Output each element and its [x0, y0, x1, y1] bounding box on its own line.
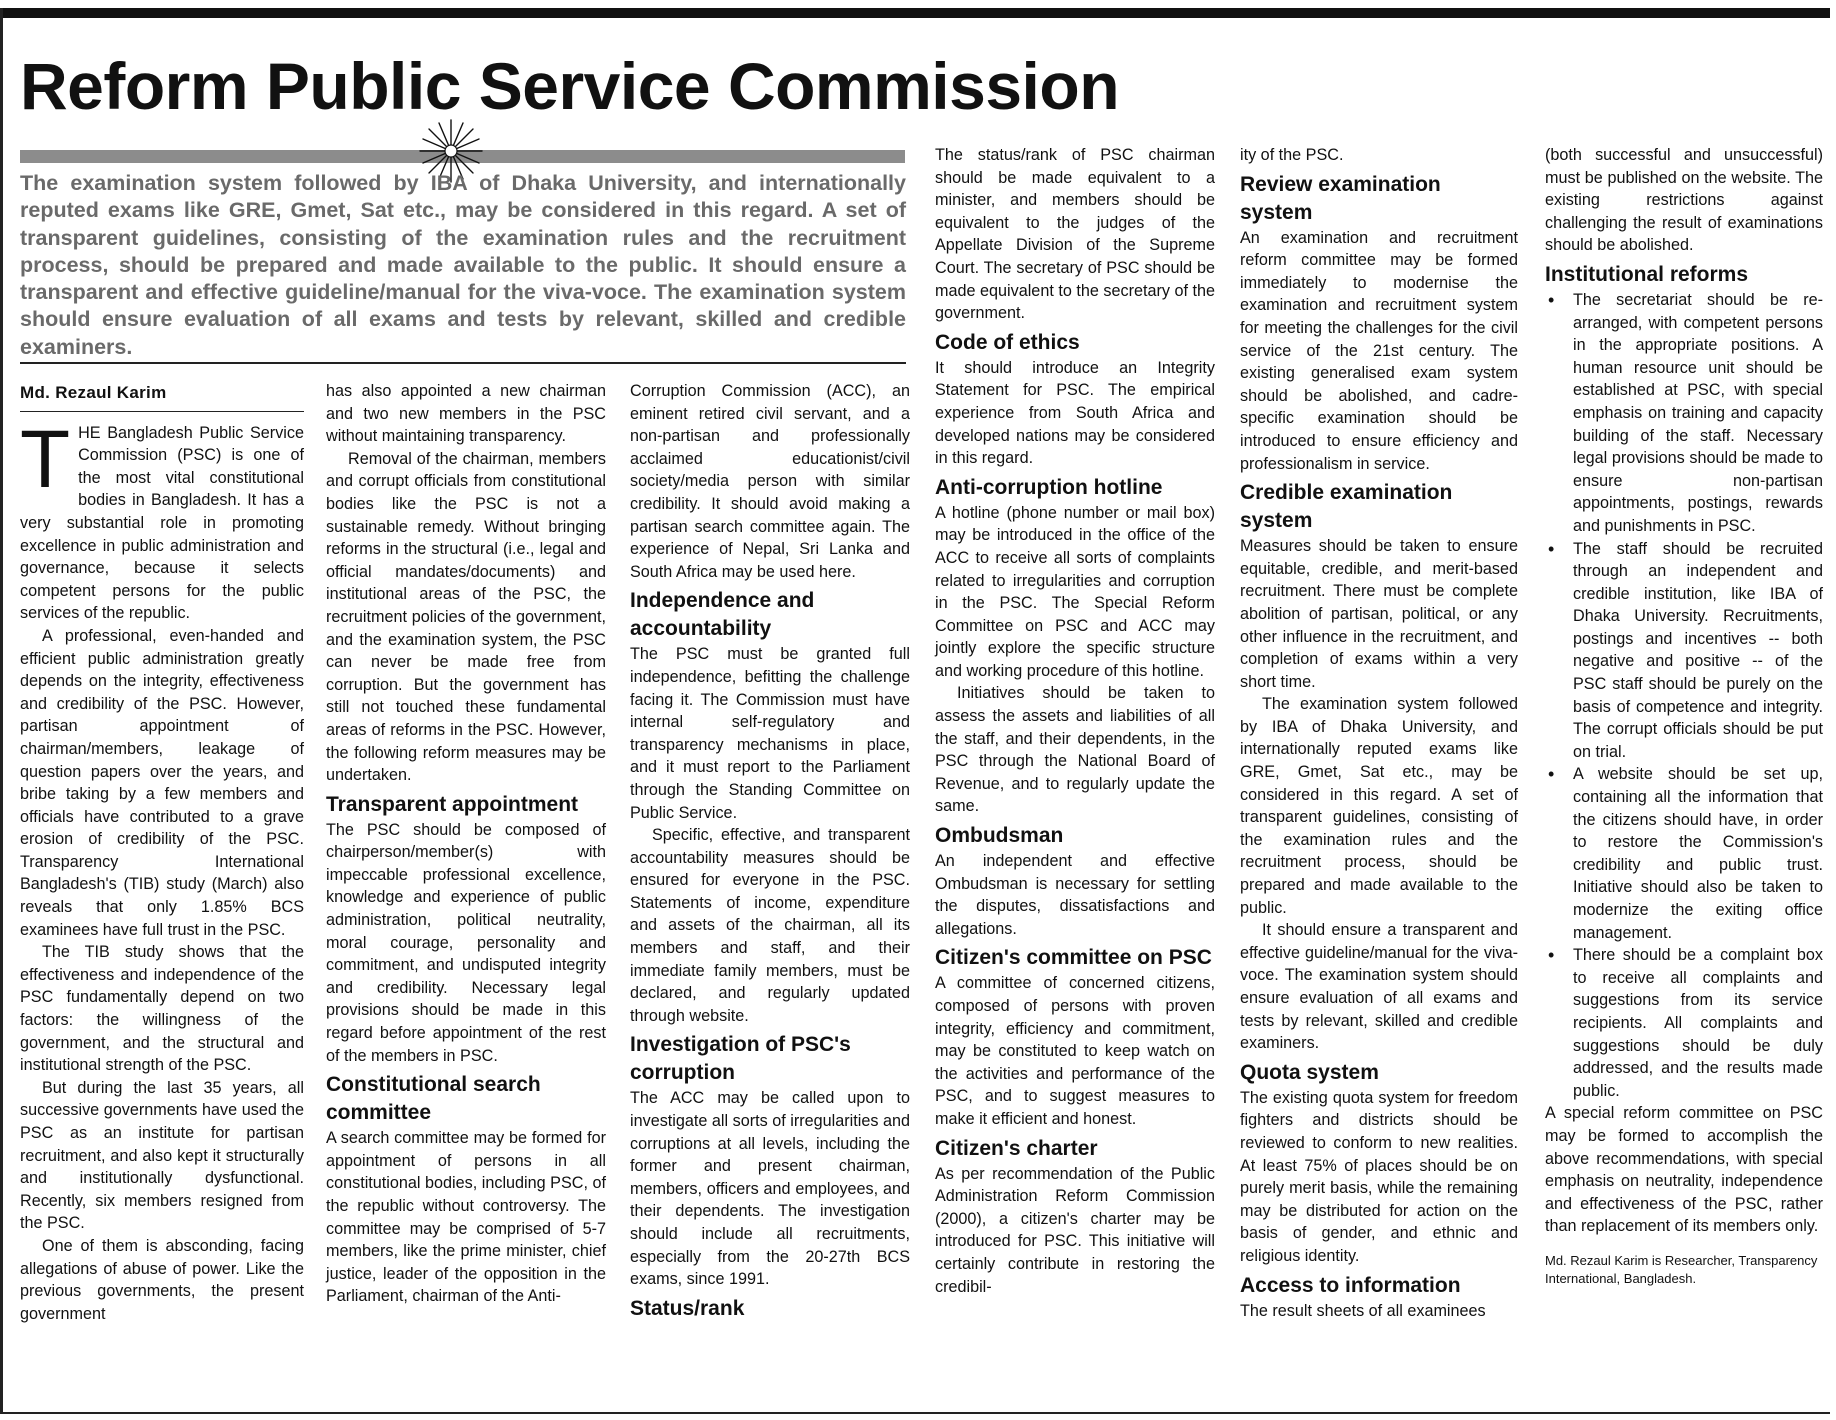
- paragraph: A search committee may be formed for appointment of persons in all constitutional bodies, including PSC, of the republic without controversy. The committee may be comprised of 5-7 members, like the prime minister, chief justice, leader of the opposition in the Parliament, chairman of the Anti-: [326, 1129, 606, 1306]
- paragraph: A professional, even-handed and efficient public administration greatly depends on the integrity, effectiveness and credibility of the PSC. However, partisan appointment of chairman/members, leakage of question papers over the years, and bribe taking by a few members and officials have contributed to a grave erosion of credibility of the PSC. Transparency International Bangladesh's (TIB) study (March) also reveals that only 1.85% BCS examinees have full trust in the PSC.: [20, 626, 304, 939]
- list-item: • There should be a complaint box to receive all complaints and suggestions from its service recipients. All complaints and suggestions should be duly addressed, and the results made public.: [1545, 944, 1823, 1102]
- paragraph: The result sheets of all examinees: [1240, 1301, 1486, 1320]
- paragraph: Specific, effective, and transparent accountability measures should be ensured for everyone in the PSC. Statements of income, expenditure and assets of the chairman, all its members and staff, and their immediate family members, must be declared, and regularly updated through website.: [630, 826, 910, 1025]
- paragraph: A hotline (phone number or mail box) may be introduced in the office of the ACC to receive all sorts of complaints related to irregularities and corruption in the PSC. The Special Reform Committee on PSC and ACC may jointly explore the specific structure and working procedure of this hotline.: [935, 503, 1215, 680]
- column-2: [326, 380, 606, 1308]
- paragraph: The status/rank of PSC chairman should be made equivalent to a minister, and members should be equivalent to the judges of the Appellate Division of the Supreme Court. The secretary of PSC should be made equivalent to the secretary of the government.: [935, 146, 1215, 323]
- section-heading: Review examination system: [1240, 172, 1441, 224]
- paragraph: has also appointed a new chairman and two new members in the PSC without maintaining transparency.: [326, 382, 606, 446]
- list-item: • The staff should be recruited through an independent and credible institution, like IBA of Dhaka University. Recruitments, postings and incentives -- both negative and positive -- of the PSC staff should be purely on the basis of competence and integrity. The corrupt officials should be put on trial.: [1545, 538, 1823, 764]
- paragraph: The ACC may be called upon to investigate all sorts of irregularities and corruptions at all levels, including the former and present chairman, members, officers and employees, and their dependents. The investigation should include all recruitments, especially from the 20-27th BCS exams, since 1991.: [630, 1089, 910, 1289]
- paragraph: The examination system followed by IBA of Dhaka University, and internationally reputed exams like GRE, Gmet, Sat etc., may be considered in this regard. A set of transparent guidelines, consisting of the examination rules and the recruitment process, should be prepared and made available to the public.: [1240, 695, 1518, 917]
- column-4: [935, 144, 1215, 1298]
- section-heading: Credible examination system: [1240, 481, 1453, 533]
- paragraph: An independent and effective Ombudsman is necessary for settling the disputes, dissatisfactions and allegations.: [935, 852, 1215, 938]
- paragraph: The PSC should be composed of chairperson/member(s) with impeccable professional excellence, knowledge and experience of public administration, political neutrality, moral courage, personality and commitment, and undisputed integrity and credibility. Necessary legal provisions should be made in this regard before appointment of the rest of the members in PSC.: [326, 820, 606, 1065]
- column-6: [1545, 144, 1823, 1288]
- paragraph: Removal of the chairman, members and corrupt officials from constitutional bodies like the PSC is not a sustainable remedy. Without bringing reforms in the structural (i.e., legal and official mandates/documents) and institutional areas of the PSC, the recruitment policies of the government, and the examination system, the PSC can never be made free from corruption. But the government has still not touched these fundamental areas of reforms in the PSC. However, the following reform measures may be undertaken.: [326, 449, 606, 785]
- paragraph: (both successful and unsuccessful) must be published on the website. The existing restrictions against challenging the result of examinations should be abolished.: [1545, 146, 1823, 255]
- top-rule: [0, 8, 1830, 18]
- byline: Md. Rezaul Karim: [20, 383, 167, 402]
- section-heading: Anti-corruption hotline: [935, 475, 1163, 499]
- paragraph: Corruption Commission (ACC), an eminent retired civil servant, and a non-partisan and professionally acclaimed educationist/civil society/media person with similar credibility. It should avoid making a partisan search committee again. The experience of Nepal, Sri Lanka and South Africa may be used here.: [630, 382, 910, 581]
- intro-rule: [20, 362, 906, 364]
- list-item: • The secretariat should be re-arranged, with competent persons in the appropriate positions. A human resource unit should be established at PSC, with special emphasis on training and capacity building of the staff. Necessary legal provisions should be made to ensure non-partisan appointments, postings, rewards and punishments in PSC.: [1545, 289, 1823, 538]
- paragraph: It should ensure a transparent and effective guideline/manual for the viva-voce. The examination system should ensure evaluation of all exams and tests by relevant, skilled and credible examiners.: [1240, 921, 1518, 1053]
- section-heading: Constitutional search committee: [326, 1073, 541, 1125]
- column-1: [20, 382, 304, 1325]
- section-heading: Ombudsman: [935, 824, 1064, 848]
- section-heading: Status/rank: [630, 1296, 745, 1320]
- section-heading: Citizen's charter: [935, 1136, 1098, 1160]
- paragraph: The PSC must be granted full independence, befitting the challenge facing it. The Commission must have internal self-regulatory and transparency mechanisms in place, and it must report to the Parliament through the Standing Committee on Public Service.: [630, 645, 910, 822]
- section-heading: Code of ethics: [935, 330, 1080, 354]
- paragraph: Initiatives should be taken to assess the assets and liabilities of all the staff, and their dependents, in the PSC through the National Board of Revenue, and to regularly update the same.: [935, 684, 1215, 816]
- paragraph: HE Bangladesh Public Service Commission (PSC) is one of the most vital constitutional bodies in Bangladesh. It has a very substantial role in promoting excellence in public administration and governance, because it selects competent persons for the public services of the republic.: [20, 423, 304, 623]
- paragraph: An examination and recruitment reform committee may be formed immediately to modernise the examination and recruitment system for meeting the challenges for the civil service of the 21st century. The existing generalised exam system should be abolished, and cadre-specific examination should be introduced to ensure efficiency and professionalism in service.: [1240, 228, 1518, 473]
- byline-rule: [20, 411, 304, 412]
- section-heading: Investigation of PSC's corruption: [630, 1033, 851, 1085]
- section-heading: Institutional reforms: [1545, 262, 1749, 286]
- section-heading: Citizen's committee on PSC: [935, 946, 1212, 970]
- paragraph: But during the last 35 years, all successive governments have used the PSC as an institute for partisan recruitment, and also kept it structurally and institutionally dysfunctional. Recently, six members resigned from the PSC.: [20, 1078, 304, 1233]
- paragraph: One of them is absconding, facing allegations of abuse of power. Like the previous governments, the present government: [20, 1236, 304, 1323]
- paragraph: Measures should be taken to ensure equitable, credible, and merit-based recruitment. There must be complete abolition of partisan, political, or any other influence in the recruitment, and completion of exams within a very short time.: [1240, 537, 1518, 691]
- reform-list: [1545, 289, 1823, 1102]
- left-rule: [0, 8, 3, 1414]
- paragraph: A special reform committee on PSC may be formed to accomplish the above recommendations, with special emphasis on neutrality, independence and effectiveness of the PSC, rather than replacement of its members only.: [1545, 1104, 1823, 1236]
- section-heading: Independence and accountability: [630, 589, 815, 641]
- section-heading: Access to information: [1240, 1273, 1461, 1297]
- column-3: [630, 380, 910, 1323]
- column-5: [1240, 144, 1518, 1322]
- headline: Reform Public Service Commission: [20, 49, 1120, 123]
- dropcap: T: [20, 413, 71, 505]
- bottom-rule: [0, 1412, 1830, 1414]
- paragraph: The TIB study shows that the effectiveness and independence of the PSC fundamentally depend on two factors: the willingness of the government, and the structural and institutional strength of the PSC.: [20, 943, 304, 1075]
- paragraph: ity of the PSC.: [1240, 146, 1344, 164]
- section-heading: Quota system: [1240, 1060, 1379, 1084]
- paragraph: A committee of concerned citizens, composed of persons with proven integrity, efficiency and commitment, may be constituted to keep watch on the activities and performance of the PSC, and to suggest measures to make it efficient and honest.: [935, 974, 1215, 1128]
- paragraph: The existing quota system for freedom fighters and districts should be reviewed to conform to new realities. At least 75% of places should be on purely merit basis, while the remaining may be distributed for action on the basis of gender, and ethnic and religious identity.: [1240, 1088, 1518, 1265]
- paragraph: As per recommendation of the Public Administration Reform Commission (2000), a citizen's charter may be introduced for PSC. This initiative will certainly contribute in restoring the credibil-: [935, 1164, 1215, 1296]
- author-footnote: Md. Rezaul Karim is Researcher, Transparency International, Bangladesh.: [1545, 1252, 1818, 1286]
- paragraph: It should introduce an Integrity Statement for PSC. The empirical experience from South Africa and developed nations may be considered in this regard.: [935, 358, 1215, 468]
- section-heading: Transparent appointment: [326, 792, 579, 816]
- list-item: • A website should be set up, containing all the information that the citizens should have, in order to restore the Commission's credibility and public trust. Initiative should also be taken to modernize the exiting office management.: [1545, 763, 1823, 944]
- intro-standfirst: The examination system followed by IBA of Dhaka University, and internationally reputed exams like GRE, Gmet, Sat etc., may be considered in this regard. A set of transparent guidelines, consisting of the examination rules and the recruitment process, should be prepared and made available to the public. It should ensure a transparent and effective guideline/manual for the viva-voce. The examination system should ensure evaluation of all exams and tests by relevant, skilled and credible examiners.: [20, 171, 906, 359]
